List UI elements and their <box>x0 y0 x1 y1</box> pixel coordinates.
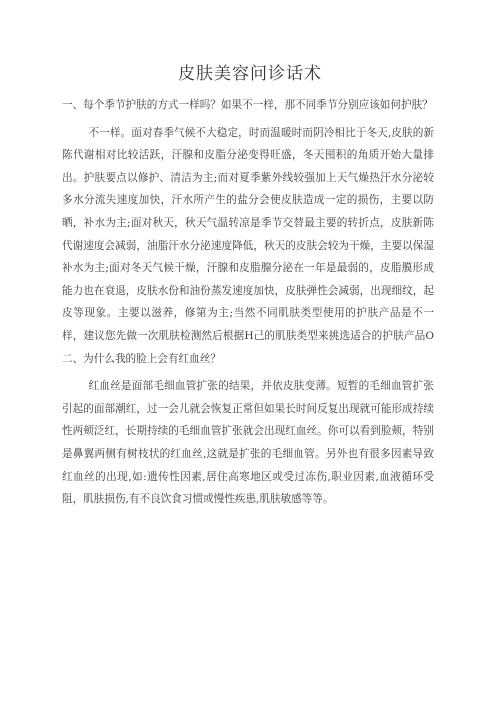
question-paragraph-1: 一、每个季节护肤的方式一样吗？如果不一样，那不同季节分别应该如何护肤？ <box>62 99 433 111</box>
document-title: 皮肤美容问诊话术 <box>178 64 322 84</box>
document-body <box>62 94 434 511</box>
answer-paragraph-1: 不一样。面对春季气候不大稳定，时而温暖时而阴冷相比于冬天,皮肤的新陈代谢相对比较活跃，汗腺和皮脂分泌变得旺盛，冬天囤积的角质开始大量排出。护肤要点以修护、清洁为主;而对夏季紫外线较强加上天气燥热汗水分泌较多水分流失速度加快，汗水所产生的盐分会使皮肤造成一定的损伤，主要以防晒，补水为主;面对秋天，秋天气温转凉是季节交替最主要的转折点，皮肤新陈代谢速度会减弱，油脂汗水分泌速度降低，秋天的皮肤会较为干燥，主要以保湿补水为主;面对冬天气候干燥，汗腺和皮脂腺分泌在一年是最弱的，皮脂膜形成能力也在衰退，皮肤水份和油份蒸发速度加快，皮肤弹性会减弱，出现细纹，起皮等现象。主要以滋养，修第为主;当然不同肌肤类型使用的护肤产品是不一样，建议您先做一次肌肤检测然后根据H己的肌肤类型来挑选适合的护肤产品O二、为什么我的脸上会有红血丝？ <box>62 126 434 365</box>
answer-paragraph-2: 红血丝是面部毛细血管扩张的结果，并依皮肤变薄。短暂的毛细血管扩张引起的面部潮红，过一会儿就会恢复正常但如果长时间反复出现就可能形成持续性两颊泛红，长期持续的毛细血管扩张就会出现红血丝。你可以看到脸颊，特别是鼻翼两侧有树枝状的红血丝,这就是扩张的毛细血管。另外也有很多因素导致红血丝的出现,如:遗传性因素,居住高寒地区或受过冻伤,职业因素,血液循环受阻，肌肤损伤,有不良饮食习惯或慢性疾患,肌肤敏感等等。 <box>62 380 434 506</box>
